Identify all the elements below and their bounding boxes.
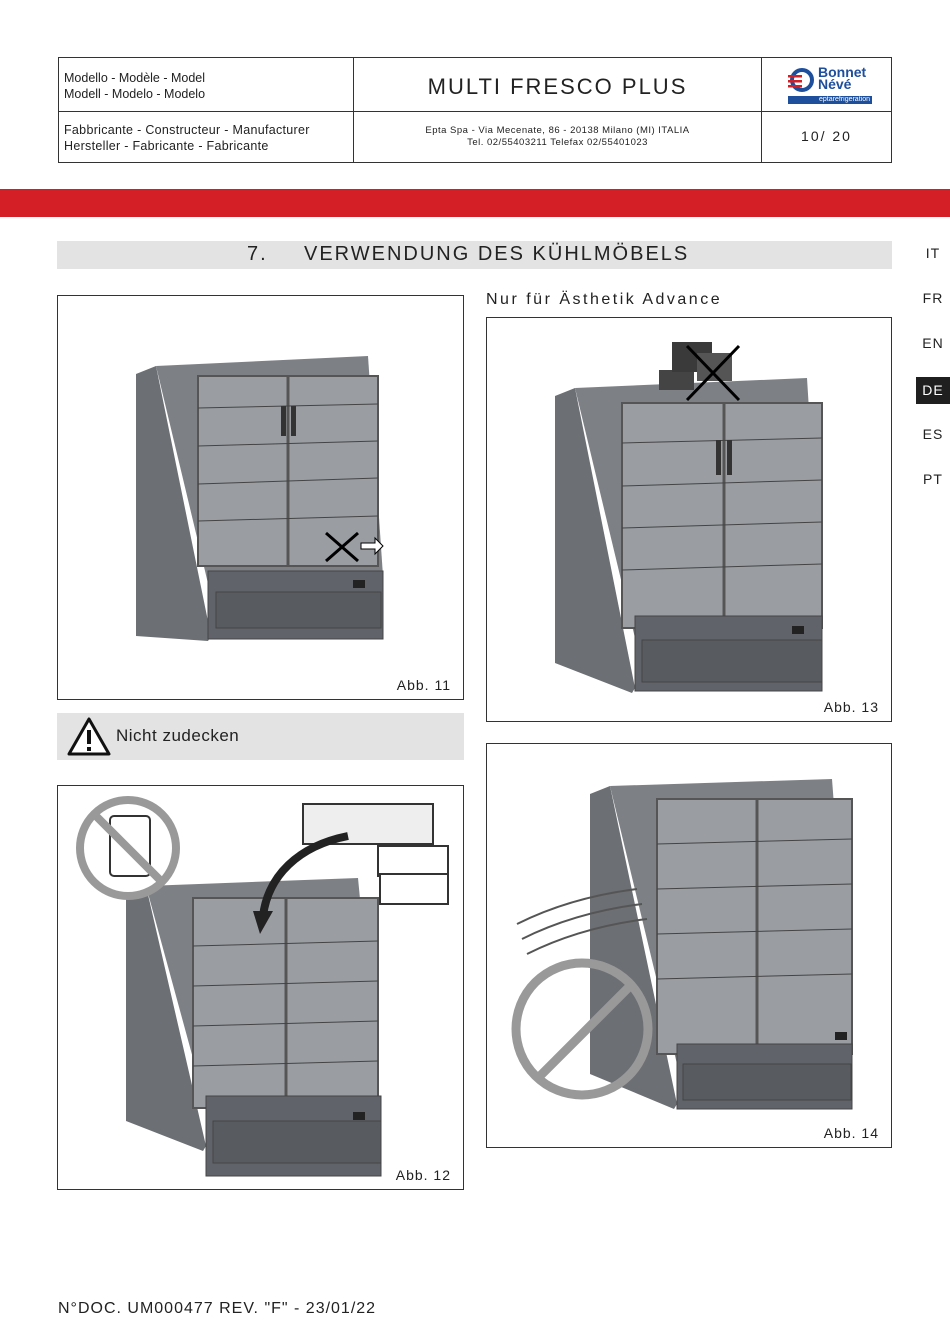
manufacturer-label xyxy=(59,112,354,162)
logo-text-neve: Névé xyxy=(818,76,852,92)
figure-abb-12 xyxy=(57,785,464,1190)
cabinet-no-objects-on-top-illustration xyxy=(487,318,891,721)
section-heading xyxy=(57,241,892,269)
figure-caption-12: Abb. 12 xyxy=(395,1167,451,1183)
page-number: 10/ 20 xyxy=(801,128,852,144)
tab-lang-it[interactable]: IT xyxy=(925,245,941,261)
manufacturer-label-line1: Fabbricante - Constructeur - Manufacturer xyxy=(64,123,310,137)
address-line2: Tel. 02/55403211 Telefax 02/55401023 xyxy=(467,137,648,148)
logo-text-bonnet: Bonnet xyxy=(818,64,867,80)
model-label xyxy=(59,58,354,112)
manufacturer-address xyxy=(354,112,762,162)
figure-caption-14: Abb. 14 xyxy=(823,1125,879,1141)
manufacturer-label-line2: Hersteller - Fabricante - Fabricante xyxy=(64,139,269,153)
cabinet-blocked-airflow-illustration xyxy=(58,296,463,699)
document-number: N°DOC. UM000477 REV. "F" - 23/01/22 xyxy=(58,1300,377,1317)
figure-abb-13 xyxy=(486,317,892,722)
model-label-line2: Modell - Modelo - Modelo xyxy=(64,87,206,101)
warning-box xyxy=(57,713,464,760)
tab-lang-fr[interactable]: FR xyxy=(922,290,944,306)
section-number: 7. xyxy=(247,243,268,265)
figure-caption-11: Abb. 11 xyxy=(396,677,451,693)
figure-caption-13: Abb. 13 xyxy=(823,699,879,715)
section-title: VERWENDUNG DES KÜHLMÖBELS xyxy=(304,243,690,265)
product-title: MULTI FRESCO PLUS xyxy=(354,58,762,112)
tab-lang-en[interactable]: EN xyxy=(922,335,944,351)
model-label-line1: Modello - Modèle - Model xyxy=(64,71,206,85)
figure-abb-11 xyxy=(57,295,464,700)
warning-triangle-icon xyxy=(66,716,112,758)
cabinet-no-water-jet-illustration xyxy=(487,744,891,1147)
accent-bar xyxy=(0,189,950,217)
logo-tagline: eptarefrigeration xyxy=(788,96,872,104)
address-line1: Epta Spa - Via Mecenate, 86 - 20138 Milano (MI) ITALIA xyxy=(425,125,690,136)
figure-abb-14 xyxy=(486,743,892,1148)
cabinet-no-covering-illustration xyxy=(58,786,463,1189)
advance-note: Nur für Ästhetik Advance xyxy=(486,291,723,308)
tab-lang-es[interactable]: ES xyxy=(922,426,944,442)
tab-lang-de[interactable]: DE xyxy=(916,377,950,404)
tab-lang-pt[interactable]: PT xyxy=(923,471,943,487)
company-logo xyxy=(762,58,891,112)
warning-text: Nicht zudecken xyxy=(116,726,240,745)
document-header xyxy=(58,57,892,163)
